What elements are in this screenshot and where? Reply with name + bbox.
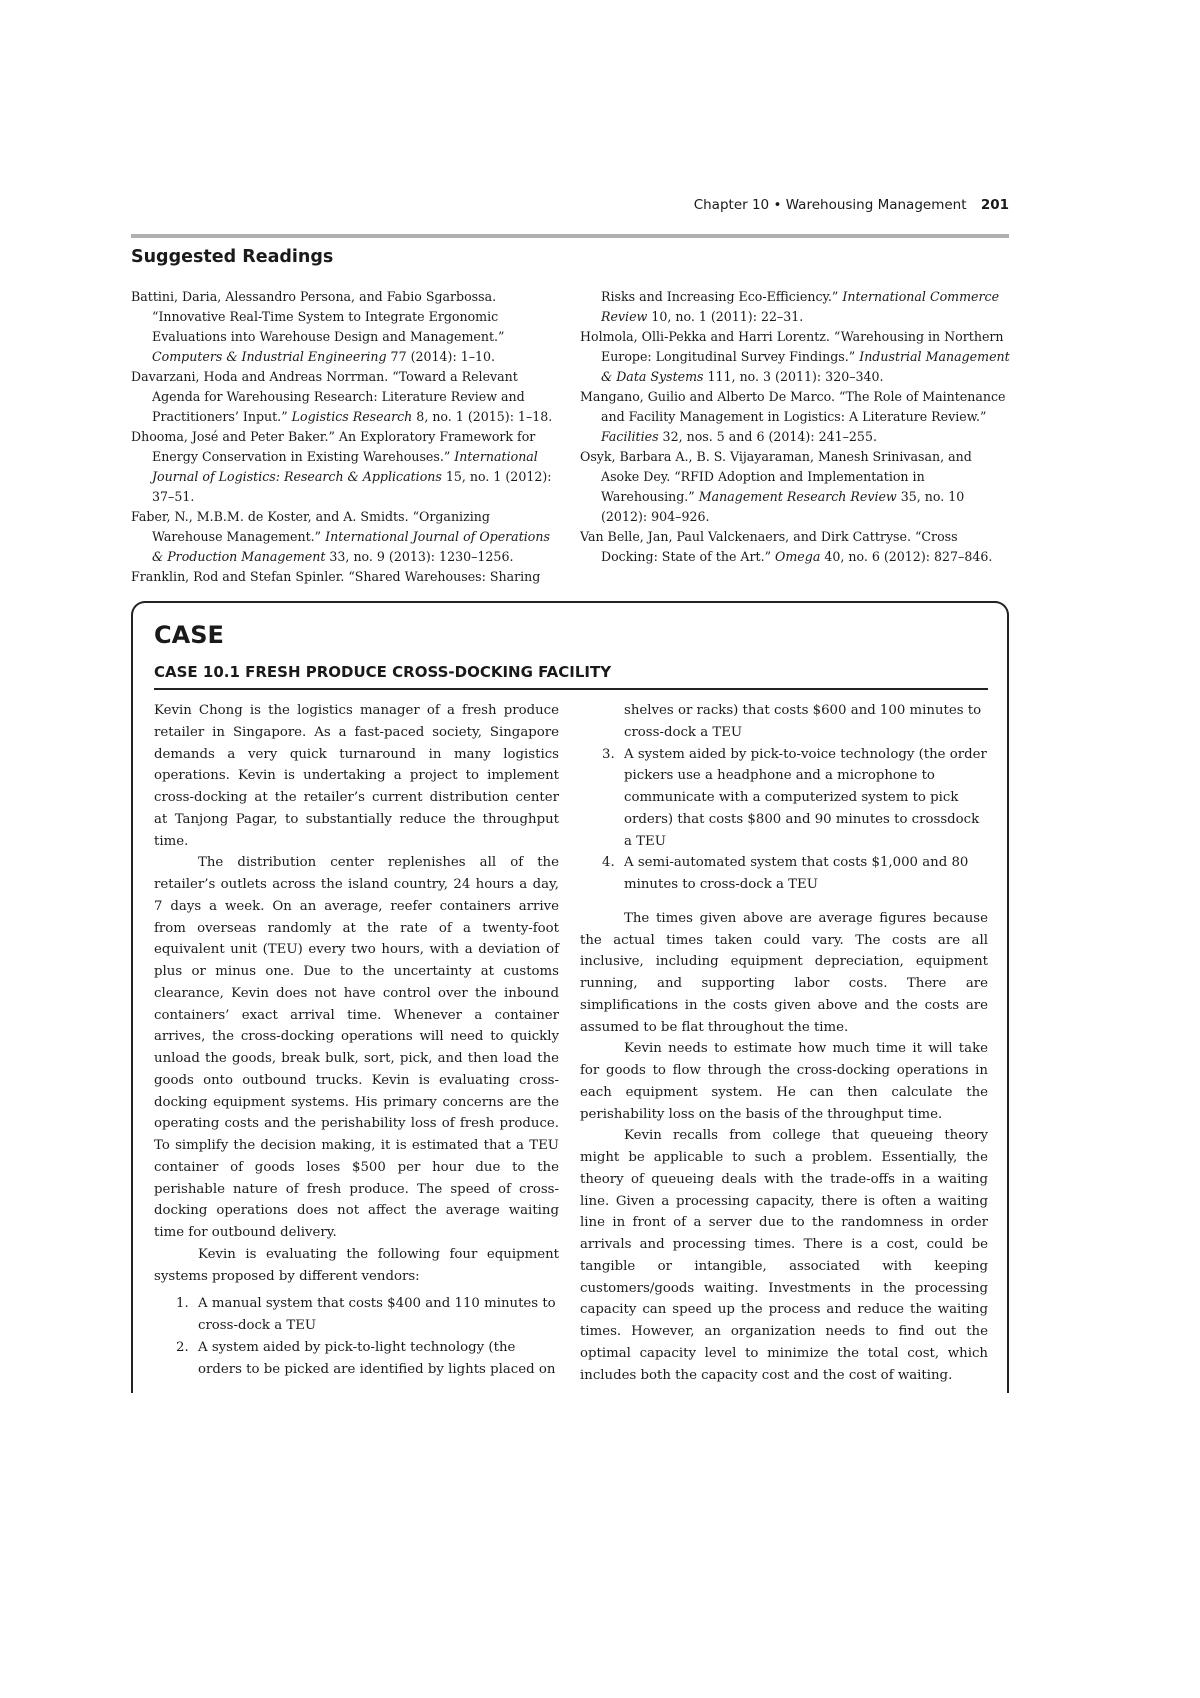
equipment-options-list (154, 1293, 559, 1380)
references-right-column (580, 287, 1010, 567)
reference-item: Battini, Daria, Alessandro Persona, and Fabio Sgarbossa. “Innovative Real-Time System to Integrate Ergonomic Evaluations into Warehouse Design and Management.” Computers & Industrial Engineering 77 (2014): 1–10. (131, 289, 505, 364)
list-item: 2. A system aided by pick-to-light technology (the orders to be picked are identified by lights placed on (176, 1339, 556, 1377)
case-title: CASE 10.1 FRESH PRODUCE CROSS-DOCKING FACILITY (154, 663, 612, 681)
suggested-readings-title: Suggested Readings (131, 247, 334, 267)
list-item: 3. A system aided by pick-to-voice technology (the order pickers use a headphone and a microphone to communicate with a computerized system to pick orders) that costs $800 and 90 minutes to crossdock a TEU (602, 746, 987, 849)
reference-item-continuation: Risks and Increasing Eco-Efficiency.” International Commerce Review 10, no. 1 (2011): 22–31. (601, 289, 1000, 324)
list-item-continuation: shelves or racks) that costs $600 and 100 minutes to cross-dock a TEU (624, 703, 982, 740)
case-paragraph: Kevin Chong is the logistics manager of a fresh produce retailer in Singapore. As a fast-paced society, Singapore demands a very quick turnaround in many logistics operations. Kevin is undertaking a project to implement cross-docking at the retailer’s current distribution center at Tanjong Pagar, to substantially reduce the throughput time. (154, 703, 559, 849)
references-left-column (131, 287, 561, 587)
running-header (131, 197, 1009, 213)
running-head: Chapter 10 • Warehousing Management (693, 197, 967, 213)
reference-item: Osyk, Barbara A., B. S. Vijayaraman, Manesh Srinivasan, and Asoke Dey. “RFID Adoption and Implementation in Warehousing.” Management Research Review 35, no. 10 (2012): 904–926. (580, 449, 972, 524)
case-paragraph: The distribution center replenishes all of the retailer’s outlets across the island country, 24 hours a day, 7 days a week. On an average, reefer containers arrive from overseas randomly at the rate of a twenty-foot equivalent unit (TEU) every two hours, with a deviation of plus or minus one. Due to the uncertainty at customs clearance, Kevin does not have control over the inbound containers’ exact arrival time. Whenever a container arrives, the cross-docking operations will need to quickly unload the goods, break bulk, sort, pick, and then load the goods onto outbound trucks. Kevin is evaluating cross-docking equipment systems. His primary concerns are the operating costs and the perishability loss of fresh produce. To simplify the decision making, it is estimated that a TEU container of goods loses $500 per hour due to the perishable nature of fresh produce. The speed of cross-docking operations does not affect the average waiting time for outbound delivery. (154, 855, 559, 1240)
page-number: 201 (980, 197, 1009, 213)
equipment-options-list-continued (580, 700, 988, 896)
reference-item: Dhooma, José and Peter Baker.” An Exploratory Framework for Energy Conservation in Existing Warehouses.” International Journal of Logistics: Research & Applications 15, no. 1 (2012): 37–51. (131, 429, 552, 504)
reference-item: Van Belle, Jan, Paul Valckenaers, and Dirk Cattryse. “Cross Docking: State of the Art.” Omega 40, no. 6 (2012): 827–846. (580, 529, 993, 564)
case-label: CASE (154, 621, 224, 649)
list-item: 4. A semi-automated system that costs $1,000 and 80 minutes to cross-dock a TEU (602, 855, 969, 892)
case-paragraph: Kevin needs to estimate how much time it will take for goods to flow through the cross-docking operations in each equipment system. He can then calculate the perishability loss on the basis of the throughput time. (580, 1041, 988, 1122)
case-right-column (580, 700, 988, 1386)
reference-item: Mangano, Guilio and Alberto De Marco. “The Role of Maintenance and Facility Management in Logistics: A Literature Review.” Facilities 32, nos. 5 and 6 (2014): 241–255. (580, 389, 1006, 444)
reference-item: Franklin, Rod and Stefan Spinler. “Shared Warehouses: Sharing (131, 569, 541, 584)
case-title-rule (154, 688, 988, 690)
header-rule (131, 234, 1009, 238)
list-item: 1. A manual system that costs $400 and 110 minutes to cross-dock a TEU (176, 1296, 556, 1333)
reference-item: Davarzani, Hoda and Andreas Norrman. “Toward a Relevant Agenda for Warehousing Research: Literature Review and Practitioners’ Input.” Logistics Research 8, no. 1 (2015): 1–18. (131, 369, 553, 424)
case-paragraph: Kevin is evaluating the following four equipment systems proposed by different vendors: (154, 1246, 559, 1284)
case-paragraph: The times given above are average figures because the actual times taken could vary. The costs are all inclusive, including equipment depreciation, equipment running, and supporting labor costs. There are simplifications in the costs given above and the costs are assumed to be flat throughout the time. (580, 910, 988, 1035)
reference-item: Faber, N., M.B.M. de Koster, and A. Smidts. “Organizing Warehouse Management.” International Journal of Operations & Production Management 33, no. 9 (2013): 1230–1256. (131, 509, 550, 564)
reference-item: Holmola, Olli-Pekka and Harri Lorentz. “Warehousing in Northern Europe: Longitudinal Survey Findings.” Industrial Management & Data Systems 111, no. 3 (2011): 320–340. (580, 329, 1010, 384)
case-left-column (154, 700, 559, 1380)
case-paragraph: Kevin recalls from college that queueing theory might be applicable to such a problem. Essentially, the theory of queueing deals with the trade-offs in a waiting line. Given a processing capacity, there is often a waiting line in front of a server due to the randomness in order arrivals and processing times. There is a cost, could be tangible or intangible, associated with keeping customers/goods waiting. Investments in the processing capacity can speed up the process and reduce the waiting times. However, an organization needs to find out the optimal capacity level to minimize the total cost, which includes both the capacity cost and the cost of waiting. (580, 1128, 988, 1383)
